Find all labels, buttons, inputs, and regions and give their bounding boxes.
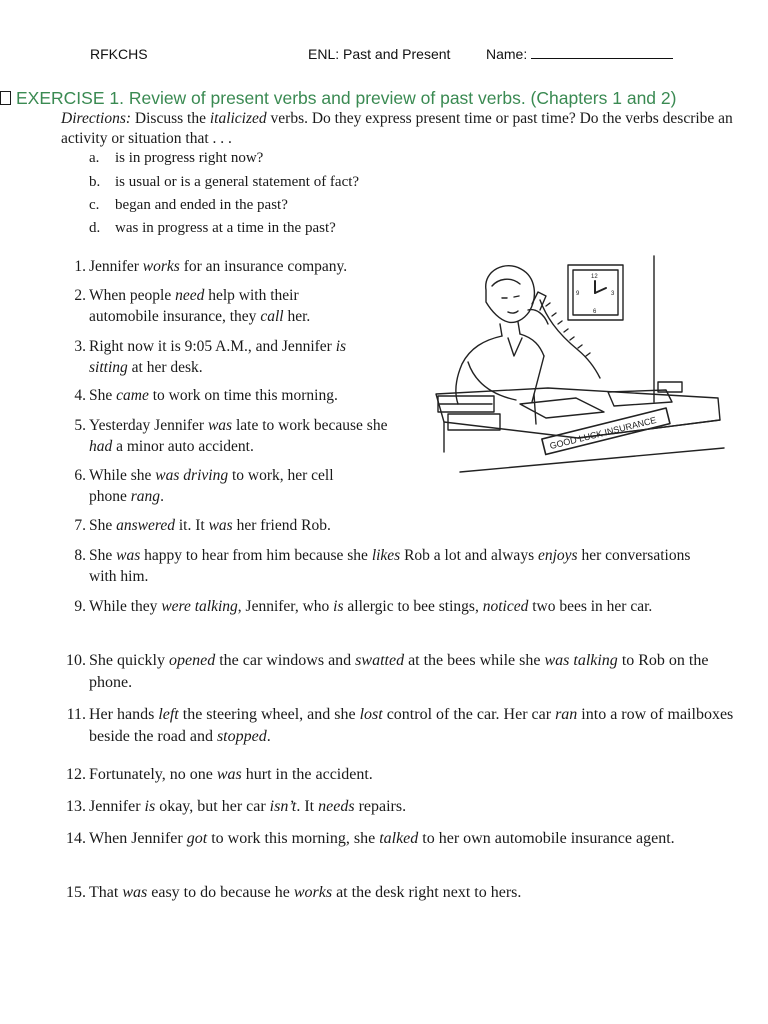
- sentence-text: okay, but her car: [155, 798, 270, 815]
- italic-verb: was: [216, 766, 242, 783]
- italic-verb: lost: [359, 706, 383, 723]
- italic-verb: was driving: [155, 467, 229, 484]
- exercise-item: [62, 257, 407, 278]
- item-number: 12.: [66, 766, 86, 783]
- sentence-text: her friend Rob.: [232, 517, 331, 534]
- item-sentence: [89, 597, 702, 618]
- sentence-text: into a row of mailboxes beside the road and: [89, 706, 734, 745]
- name-plate-sign: [542, 408, 670, 454]
- sentence-text: to work on time this morning.: [148, 387, 338, 404]
- sentence-text: , Jennifer, who: [237, 598, 334, 615]
- option-b: [89, 174, 359, 191]
- italic-verb: swatted: [355, 652, 405, 669]
- italic-verb: likes: [371, 547, 401, 564]
- sentence-text: . It: [296, 798, 319, 815]
- directions-text-2: verbs. Do they express present time or past time? Do the verbs describe an activity or situation that . . .: [61, 110, 733, 147]
- sentence-text: Right now it is 9:05 A.M., and Jennifer: [89, 338, 336, 355]
- sentence-text: to Rob on the phone.: [89, 652, 709, 691]
- item-sentence: [89, 764, 742, 786]
- italic-verb: had: [89, 437, 113, 455]
- item-number: 8.: [74, 547, 86, 564]
- sentence-text: her.: [283, 307, 311, 325]
- item-number: 15.: [66, 884, 86, 901]
- item-sentence: [89, 386, 407, 407]
- item-sentence: [89, 704, 742, 748]
- sentence-text: Rob a lot and always: [400, 547, 538, 564]
- sentence-text: .: [160, 487, 164, 505]
- sentence-text: Fortunately, no one: [89, 766, 217, 783]
- italic-verb: was: [122, 884, 148, 901]
- item-sentence: [89, 650, 742, 694]
- exercise-item: [62, 650, 742, 694]
- italic-verb: noticed: [482, 598, 529, 615]
- header-school: RFKCHS: [90, 46, 148, 62]
- sentence-text: at the desk right next to hers.: [332, 884, 522, 901]
- item-number: 11.: [66, 706, 86, 723]
- directions-text: Discuss the: [131, 110, 210, 127]
- option-c: [89, 197, 288, 214]
- item-number: 2.: [74, 287, 86, 304]
- item-sentence: [89, 516, 407, 537]
- item-number: 1.: [74, 258, 86, 275]
- directions-italic: italicized: [209, 110, 267, 127]
- sentence-text: late to work because she: [232, 417, 388, 434]
- sentence-text: Her hands: [89, 706, 159, 723]
- italic-verb: left: [158, 706, 179, 723]
- sentence-text: to her own automobile insurance agent.: [418, 830, 675, 847]
- item-sentence: [89, 466, 362, 507]
- item-sentence: [89, 546, 702, 587]
- italic-verb: is sitting: [89, 338, 347, 376]
- italic-verb: works: [293, 884, 333, 901]
- sentence-text: She quickly: [89, 652, 169, 669]
- italic-verb: enjoys: [537, 547, 578, 564]
- option-text: is usual or is a general statement of fact?: [115, 174, 360, 190]
- item-sentence: [89, 416, 412, 457]
- item-number: 9.: [74, 598, 86, 615]
- sentence-text: When people: [89, 287, 176, 304]
- sentence-text: at her desk.: [127, 358, 203, 376]
- sentence-text: help with their automobile insurance, they: [89, 287, 299, 325]
- exercise-item: [62, 882, 742, 904]
- exercise-item: [62, 546, 702, 587]
- exercise-title: [0, 88, 676, 109]
- sentence-text: repairs.: [354, 798, 407, 815]
- sentence-text: for an insurance company.: [179, 258, 348, 275]
- sentence-text: to work this morning, she: [207, 830, 380, 847]
- item-sentence: [89, 796, 742, 818]
- exercise-item: [62, 516, 407, 537]
- item-sentence: [89, 828, 762, 850]
- option-key: d.: [89, 220, 101, 236]
- italic-verb: is: [333, 598, 344, 615]
- sentence-text: While they: [89, 598, 162, 615]
- italic-verb: needs: [318, 798, 355, 815]
- italic-verb: stopped: [216, 728, 267, 745]
- italic-verb: opened: [169, 652, 216, 669]
- option-d: [89, 220, 336, 237]
- exercise-item: [62, 764, 742, 786]
- sentence-text: .: [266, 728, 271, 745]
- italic-verb: ran: [555, 706, 578, 723]
- option-a: [89, 150, 263, 167]
- exercise-item: [62, 386, 407, 407]
- sentence-text: Jennifer: [89, 798, 145, 815]
- italic-verb: rang: [130, 487, 161, 505]
- sentence-text: allergic to bee stings,: [343, 598, 483, 615]
- sentence-text: easy to do because he: [147, 884, 294, 901]
- item-number: 13.: [66, 798, 86, 815]
- italic-verb: answered: [116, 517, 175, 534]
- sentence-text: control of the car. Her car: [382, 706, 556, 723]
- sentence-text: She: [89, 517, 117, 534]
- italic-verb: is: [144, 798, 156, 815]
- svg-text:3: 3: [611, 291, 615, 297]
- italic-verb: was talking: [544, 652, 618, 669]
- sentence-text: happy to hear from him because she: [140, 547, 372, 564]
- item-number: 6.: [74, 467, 86, 484]
- desk-phone-icon: [540, 300, 682, 406]
- checkbox-icon: [0, 91, 11, 105]
- italic-verb: were talking: [161, 598, 238, 615]
- item-number: 10.: [66, 652, 86, 669]
- name-plate-text: GOOD LUCK INSURANCE: [548, 414, 658, 452]
- sentence-text: the steering wheel, and she: [178, 706, 360, 723]
- exercise-item: [62, 828, 762, 850]
- sentence-text: two bees in her car.: [528, 598, 653, 615]
- item-sentence: [89, 337, 382, 378]
- option-text: is in progress right now?: [115, 150, 264, 166]
- italic-verb: came: [116, 387, 149, 404]
- sentence-text: She: [89, 387, 117, 404]
- wall-clock-icon: [568, 265, 623, 320]
- option-text: was in progress at a time in the past?: [115, 220, 336, 236]
- exercise-item: [62, 416, 412, 457]
- name-blank-line: [531, 46, 673, 59]
- option-text: began and ended in the past?: [115, 197, 288, 213]
- italic-verb: was: [116, 547, 141, 564]
- sentence-text: her conversations with him.: [89, 547, 691, 585]
- exercise-item: [62, 337, 382, 378]
- svg-text:9: 9: [576, 291, 580, 297]
- item-sentence: [89, 882, 742, 904]
- svg-text:12: 12: [591, 274, 598, 280]
- sentence-text: When Jennifer: [89, 830, 187, 847]
- italic-verb: works: [142, 258, 180, 275]
- exercise-item: [62, 466, 362, 507]
- sentence-text: to work, her cell phone: [89, 467, 334, 505]
- option-key: a.: [89, 150, 100, 166]
- item-number: 3.: [74, 338, 86, 355]
- item-sentence: [89, 257, 407, 278]
- sentence-text: it. It: [174, 517, 209, 534]
- sentence-text: the car windows and: [215, 652, 356, 669]
- italic-verb: call: [260, 307, 284, 325]
- woman-figure: [456, 266, 548, 404]
- directions: [61, 109, 741, 149]
- sentence-text: That: [89, 884, 123, 901]
- exercise-item: [62, 796, 742, 818]
- sentence-text: Yesterday Jennifer: [89, 417, 208, 434]
- option-key: b.: [89, 174, 101, 190]
- sentence-text: Jennifer: [89, 258, 143, 275]
- office-illustration: [428, 252, 728, 484]
- svg-text:6: 6: [593, 309, 597, 315]
- italic-verb: talked: [379, 830, 419, 847]
- italic-verb: need: [175, 287, 205, 304]
- italic-verb: isn’t: [269, 798, 297, 815]
- header-course: ENL: Past and Present: [308, 46, 451, 62]
- item-number: 14.: [66, 830, 86, 847]
- italic-verb: got: [186, 830, 208, 847]
- sentence-text: hurt in the accident.: [241, 766, 373, 783]
- italic-verb: was: [207, 417, 233, 434]
- header-name-field: [486, 46, 673, 62]
- item-number: 7.: [74, 517, 86, 534]
- sentence-text: at the bees while she: [404, 652, 545, 669]
- exercise-item: [62, 597, 702, 618]
- item-sentence: [89, 286, 352, 327]
- name-label: Name:: [486, 46, 528, 62]
- sentence-text: While she: [89, 467, 156, 484]
- exercise-item: [62, 286, 352, 327]
- exercise-item: [62, 704, 742, 748]
- italic-verb: was: [208, 517, 233, 534]
- directions-label: Directions:: [61, 110, 132, 127]
- option-key: c.: [89, 197, 100, 213]
- item-number: 5.: [74, 417, 86, 434]
- item-number: 4.: [74, 387, 86, 404]
- sentence-text: a minor auto accident.: [112, 437, 254, 455]
- sentence-text: She: [89, 547, 117, 564]
- exercise-title-text: EXERCISE 1. Review of present verbs and preview of past verbs. (Chapters 1 and 2): [16, 88, 677, 108]
